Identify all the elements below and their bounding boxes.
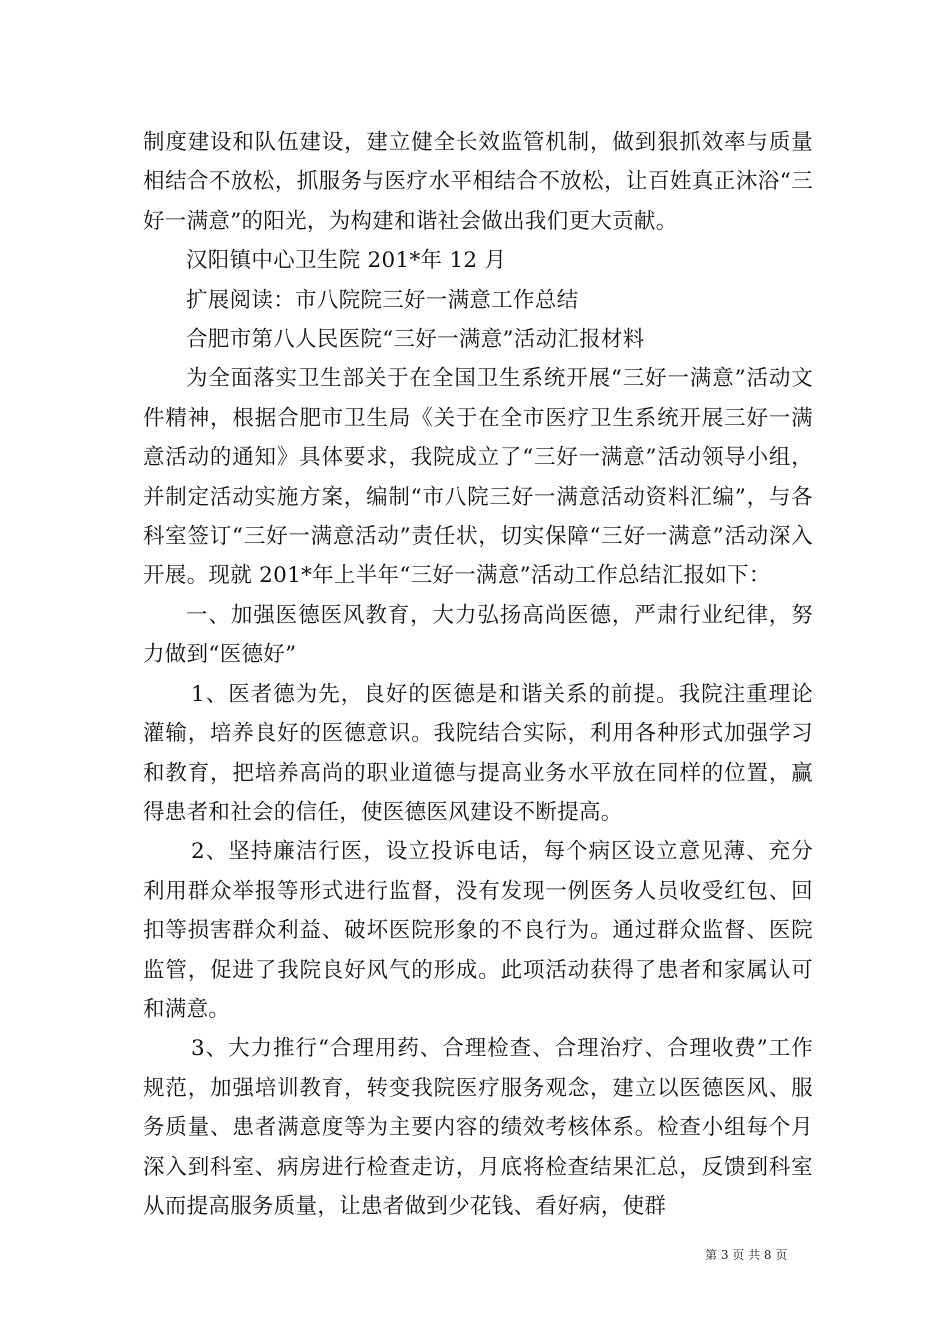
- paragraph-continuation: 制度建设和队伍建设，建立健全长效监管机制，做到狠抓效率与质量相结合不放松，抓服务与医疗水平相结合不放松，让百姓真正沐浴“三好一满意”的阳光，为构建和谐社会做出我们更大贡献。: [143, 130, 813, 234]
- paragraph-report-title: 合肥市第八人民医院“三好一满意”活动汇报材料: [186, 327, 645, 353]
- paragraph-signature-date: 汉阳镇中心卫生院 201*年 12 月: [186, 248, 507, 274]
- paragraph-item-3: 3、大力推行“合理用药、合理检查、合理治疗、合理收费”工作规范，加强培训教育，转变我院医疗服务观念，建立以医德医风、服务质量、患者满意度等为主要内容的绩效考核体系。检查小组每个月深入到科室、病房进行检查走访，月底将检查结果汇总，反馈到科室从而提高服务质量，让患者做到少花钱、看好病，使群: [143, 1036, 813, 1219]
- document-body: [143, 123, 813, 1226]
- paragraph-extended-reading: 扩展阅读：市八院院三好一满意工作总结: [186, 287, 579, 313]
- paragraph-item-2: 2、坚持廉洁行医，设立投诉电话，每个病区设立意见薄、充分利用群众举报等形式进行监督，没有发现一例医务人员收受红包、回扣等损害群众利益、破坏医院形象的不良行为。通过群众监督、医院监管，促进了我院良好风气的形成。此项活动获得了患者和家属认可和满意。: [143, 839, 813, 1022]
- page-footer: 第 3 页 共 8 页: [705, 1248, 788, 1262]
- paragraph-item-1: 1、医者德为先，良好的医德是和谐关系的前提。我院注重理论灌输，培养良好的医德意识。我院结合实际，利用各种形式加强学习和教育，把培养高尚的职业道德与提高业务水平放在同样的位置，赢得患者和社会的信任，使医德医风建设不断提高。: [143, 681, 813, 825]
- paragraph-introduction: 为全面落实卫生部关于在全国卫生系统开展“三好一满意”活动文件精神，根据合肥市卫生局《关于在全市医疗卫生系统开展三好一满意活动的通知》具体要求，我院成立了“三好一满意”活动领导小组，并制定活动实施方案，编制“市八院三好一满意活动资料汇编”，与各科室签订“三好一满意活动”责任状，切实保障“三好一满意”活动深入开展。现就 201*年上半年“三好一满意”活动工作总结汇报如下：: [143, 366, 813, 589]
- paragraph-section-heading: 一、加强医德医风教育，大力弘扬高尚医德，严肃行业纪律，努力做到“医德好”: [143, 602, 813, 668]
